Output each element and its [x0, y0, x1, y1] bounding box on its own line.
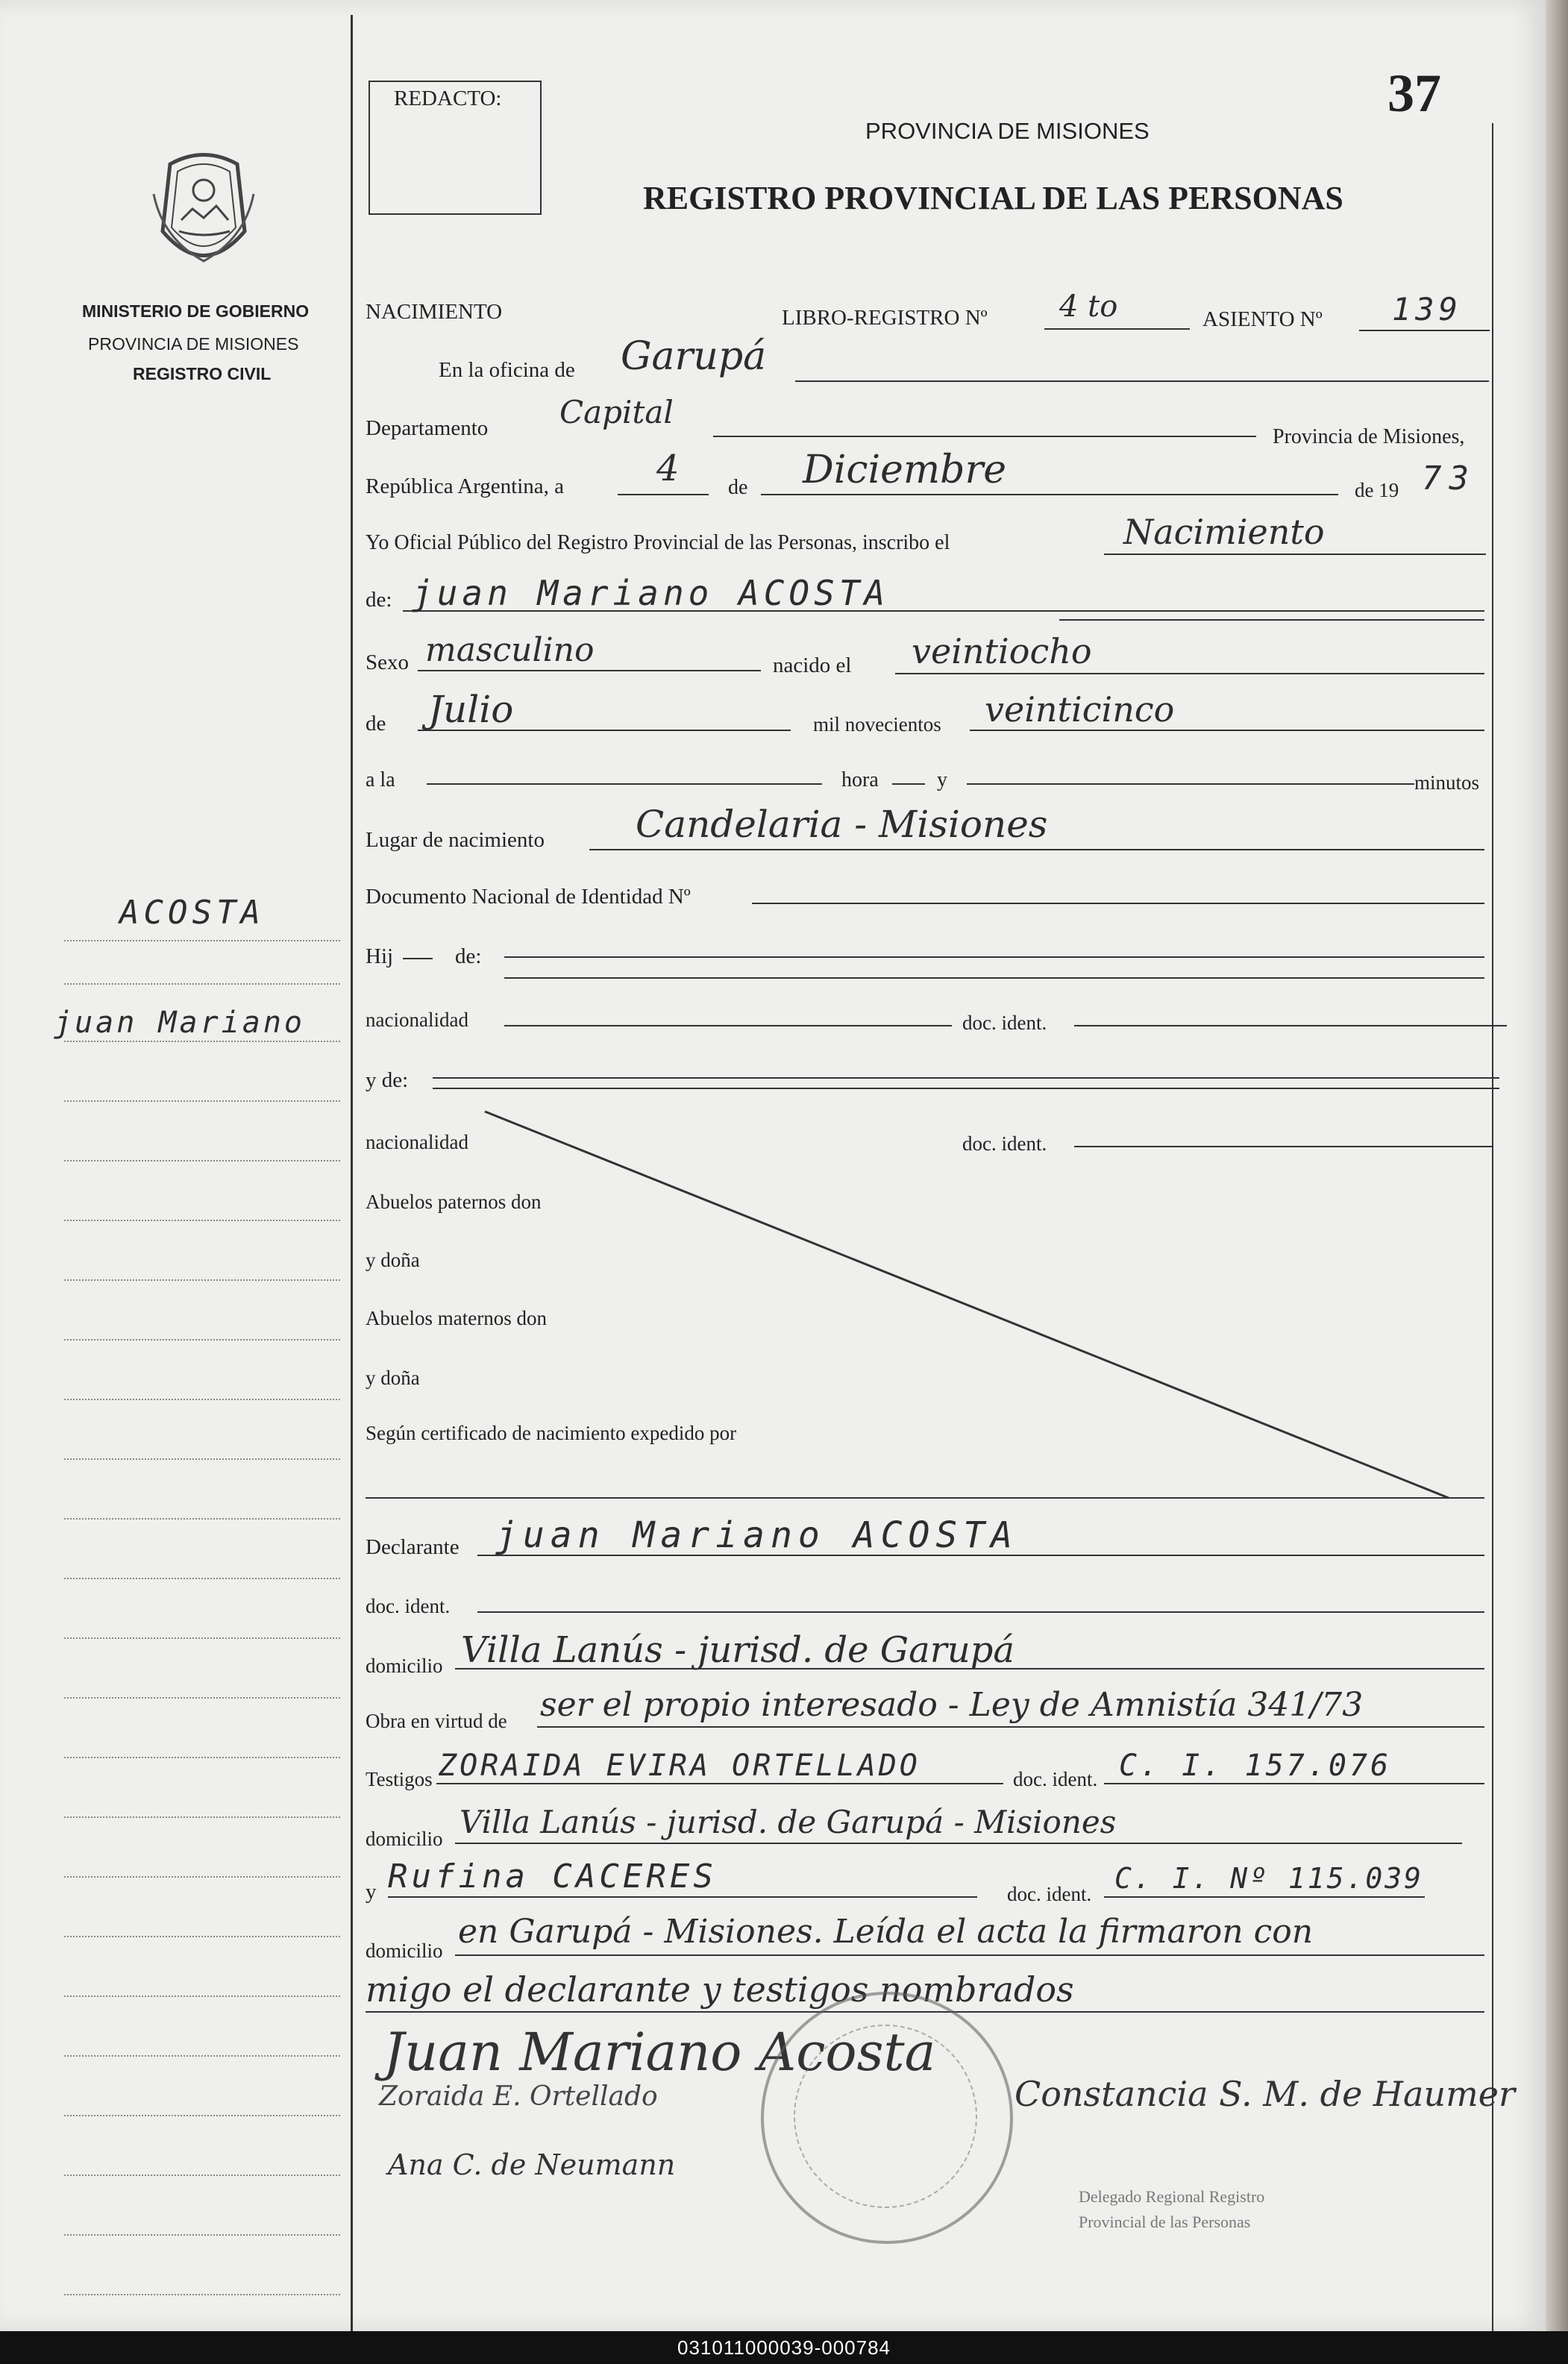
testigo-1-doc: C. I. 157.076 — [1119, 1749, 1392, 1783]
departamento-label: Departamento — [366, 416, 489, 440]
page-edge — [1546, 0, 1568, 2331]
departamento-value: Capital — [559, 394, 674, 430]
hij-de-label: de: — [455, 944, 482, 968]
asiento-label: ASIENTO Nº — [1202, 307, 1323, 331]
year-label: de 19 — [1355, 479, 1399, 501]
birth-month-value: Julio — [428, 688, 514, 731]
doc-ident-5-label: doc. ident. — [1007, 1883, 1092, 1905]
sexo-value: masculino — [425, 631, 595, 669]
nacionalidad-2-label: nacionalidad — [366, 1131, 468, 1153]
ministry-line-2: PROVINCIA DE MISIONES — [88, 334, 299, 354]
doc-ident-1-label: doc. ident. — [962, 1012, 1047, 1034]
nacido-value: veintiocho — [912, 631, 1092, 671]
ydona-2-label: y doña — [366, 1367, 420, 1389]
document-id: 031011000039-000784 — [677, 2336, 891, 2359]
province-heading: PROVINCIA DE MISIONES — [865, 118, 1150, 144]
domicilio-3-value: en Garupá - Misiones. Leída el acta la firmaron con — [458, 1913, 1314, 1951]
mil-label: mil novecientos — [813, 713, 941, 736]
testigo-1-name: ZORAIDA EVIRA ORTELLADO — [439, 1749, 921, 1783]
y-label: y — [937, 768, 947, 791]
abuelos-paternos-label: Abuelos paternos don — [366, 1191, 542, 1213]
oficial-text: Yo Oficial Público del Registro Provincial de las Personas, inscribo el — [366, 531, 950, 554]
margin-surname: ACOSTA — [119, 894, 265, 932]
page-number: 37 — [1387, 63, 1441, 123]
act-type-label: NACIMIENTO — [366, 300, 503, 324]
continuation-line: migo el declarante y testigos nombrados — [366, 1969, 1074, 2010]
testigos-label: Testigos — [366, 1768, 433, 1790]
abuelos-maternos-label: Abuelos maternos don — [366, 1307, 547, 1329]
ministry-line-1: MINISTERIO DE GOBIERNO — [82, 301, 310, 321]
signature-testigo-2: Ana C. de Neumann — [388, 2148, 676, 2181]
segun-label: Según certificado de nacimiento expedido por — [366, 1422, 737, 1444]
ydona-1-label: y doña — [366, 1249, 420, 1271]
registry-heading: REGISTRO PROVINCIAL DE LAS PERSONAS — [643, 180, 1343, 216]
nacionalidad-1-label: nacionalidad — [366, 1009, 468, 1031]
official-round-stamp — [761, 1992, 1013, 2244]
inscribo-value: Nacimiento — [1123, 512, 1325, 552]
doc-ident-2-label: doc. ident. — [962, 1132, 1047, 1155]
sexo-label: Sexo — [366, 650, 409, 674]
domicilio-2-value: Villa Lanús - jurisd. de Garupá - Misiones — [460, 1804, 1117, 1840]
registrant-name: juan Mariano ACOSTA — [412, 573, 890, 613]
minutos-label: minutos — [1414, 771, 1480, 794]
month-value: Diciembre — [803, 448, 1007, 492]
domicilio-label: domicilio — [366, 1655, 443, 1677]
signature-declarante: Juan Mariano Acosta — [383, 2022, 936, 2083]
de-label: de — [728, 476, 748, 499]
yde-label: y de: — [366, 1068, 409, 1092]
domicilio-value: Villa Lanús - jurisd. de Garupá — [461, 1629, 1015, 1671]
hora-label: hora — [841, 768, 879, 791]
dni-label: Documento Nacional de Identidad Nº — [366, 885, 691, 909]
oficina-label: En la oficina de — [439, 358, 575, 382]
obra-label: Obra en virtud de — [366, 1710, 507, 1732]
provincia-suffix: Provincia de Misiones, — [1273, 425, 1465, 448]
declarante-label: Declarante — [366, 1535, 460, 1559]
asiento-value: 139 — [1392, 291, 1462, 327]
declarante-value: juan Mariano ACOSTA — [495, 1514, 1019, 1556]
nacido-label: nacido el — [773, 653, 852, 677]
stamp-line-1: Delegado Regional Registro — [1079, 2187, 1265, 2206]
day-value: 4 — [656, 448, 680, 489]
testigo-2-doc: C. I. Nº 115.039 — [1114, 1862, 1424, 1895]
libro-label: LIBRO-REGISTRO Nº — [782, 306, 988, 330]
signature-testigo-1: Zoraida E. Ortellado — [379, 2081, 658, 2112]
domicilio-3-label: domicilio — [366, 1940, 443, 1962]
stamp-line-2: Provincial de las Personas — [1079, 2213, 1251, 2231]
republica-label: República Argentina, a — [366, 474, 565, 498]
margin-given-name: juan Mariano — [54, 1006, 305, 1040]
y2-label: y — [366, 1880, 377, 1904]
de-colon-label: de: — [366, 588, 392, 612]
libro-value: 4 to — [1059, 289, 1118, 324]
oficina-value: Garupá — [621, 334, 767, 379]
redacto-label: REDACTO: — [394, 87, 502, 110]
lugar-value: Candelaria - Misiones — [636, 803, 1048, 846]
ala-label: a la — [366, 768, 395, 791]
birth-year-value: veinticinco — [985, 689, 1175, 730]
lugar-label: Lugar de nacimiento — [366, 828, 545, 852]
year-value: 73 — [1422, 460, 1476, 498]
testigo-2-name: Rufina CACERES — [388, 1857, 717, 1896]
de2-label: de — [366, 712, 386, 736]
document-id-bar — [0, 2331, 1568, 2364]
doc-ident-3-label: doc. ident. — [366, 1595, 451, 1617]
doc-ident-4-label: doc. ident. — [1013, 1768, 1098, 1790]
hij-label: Hij — [366, 944, 394, 968]
signature-official: Constancia S. M. de Haumer — [1015, 2074, 1515, 2114]
domicilio-2-label: domicilio — [366, 1828, 443, 1850]
ministry-line-3: REGISTRO CIVIL — [133, 364, 272, 383]
obra-value: ser el propio interesado - Ley de Amnistía 341/73 — [540, 1686, 1364, 1724]
